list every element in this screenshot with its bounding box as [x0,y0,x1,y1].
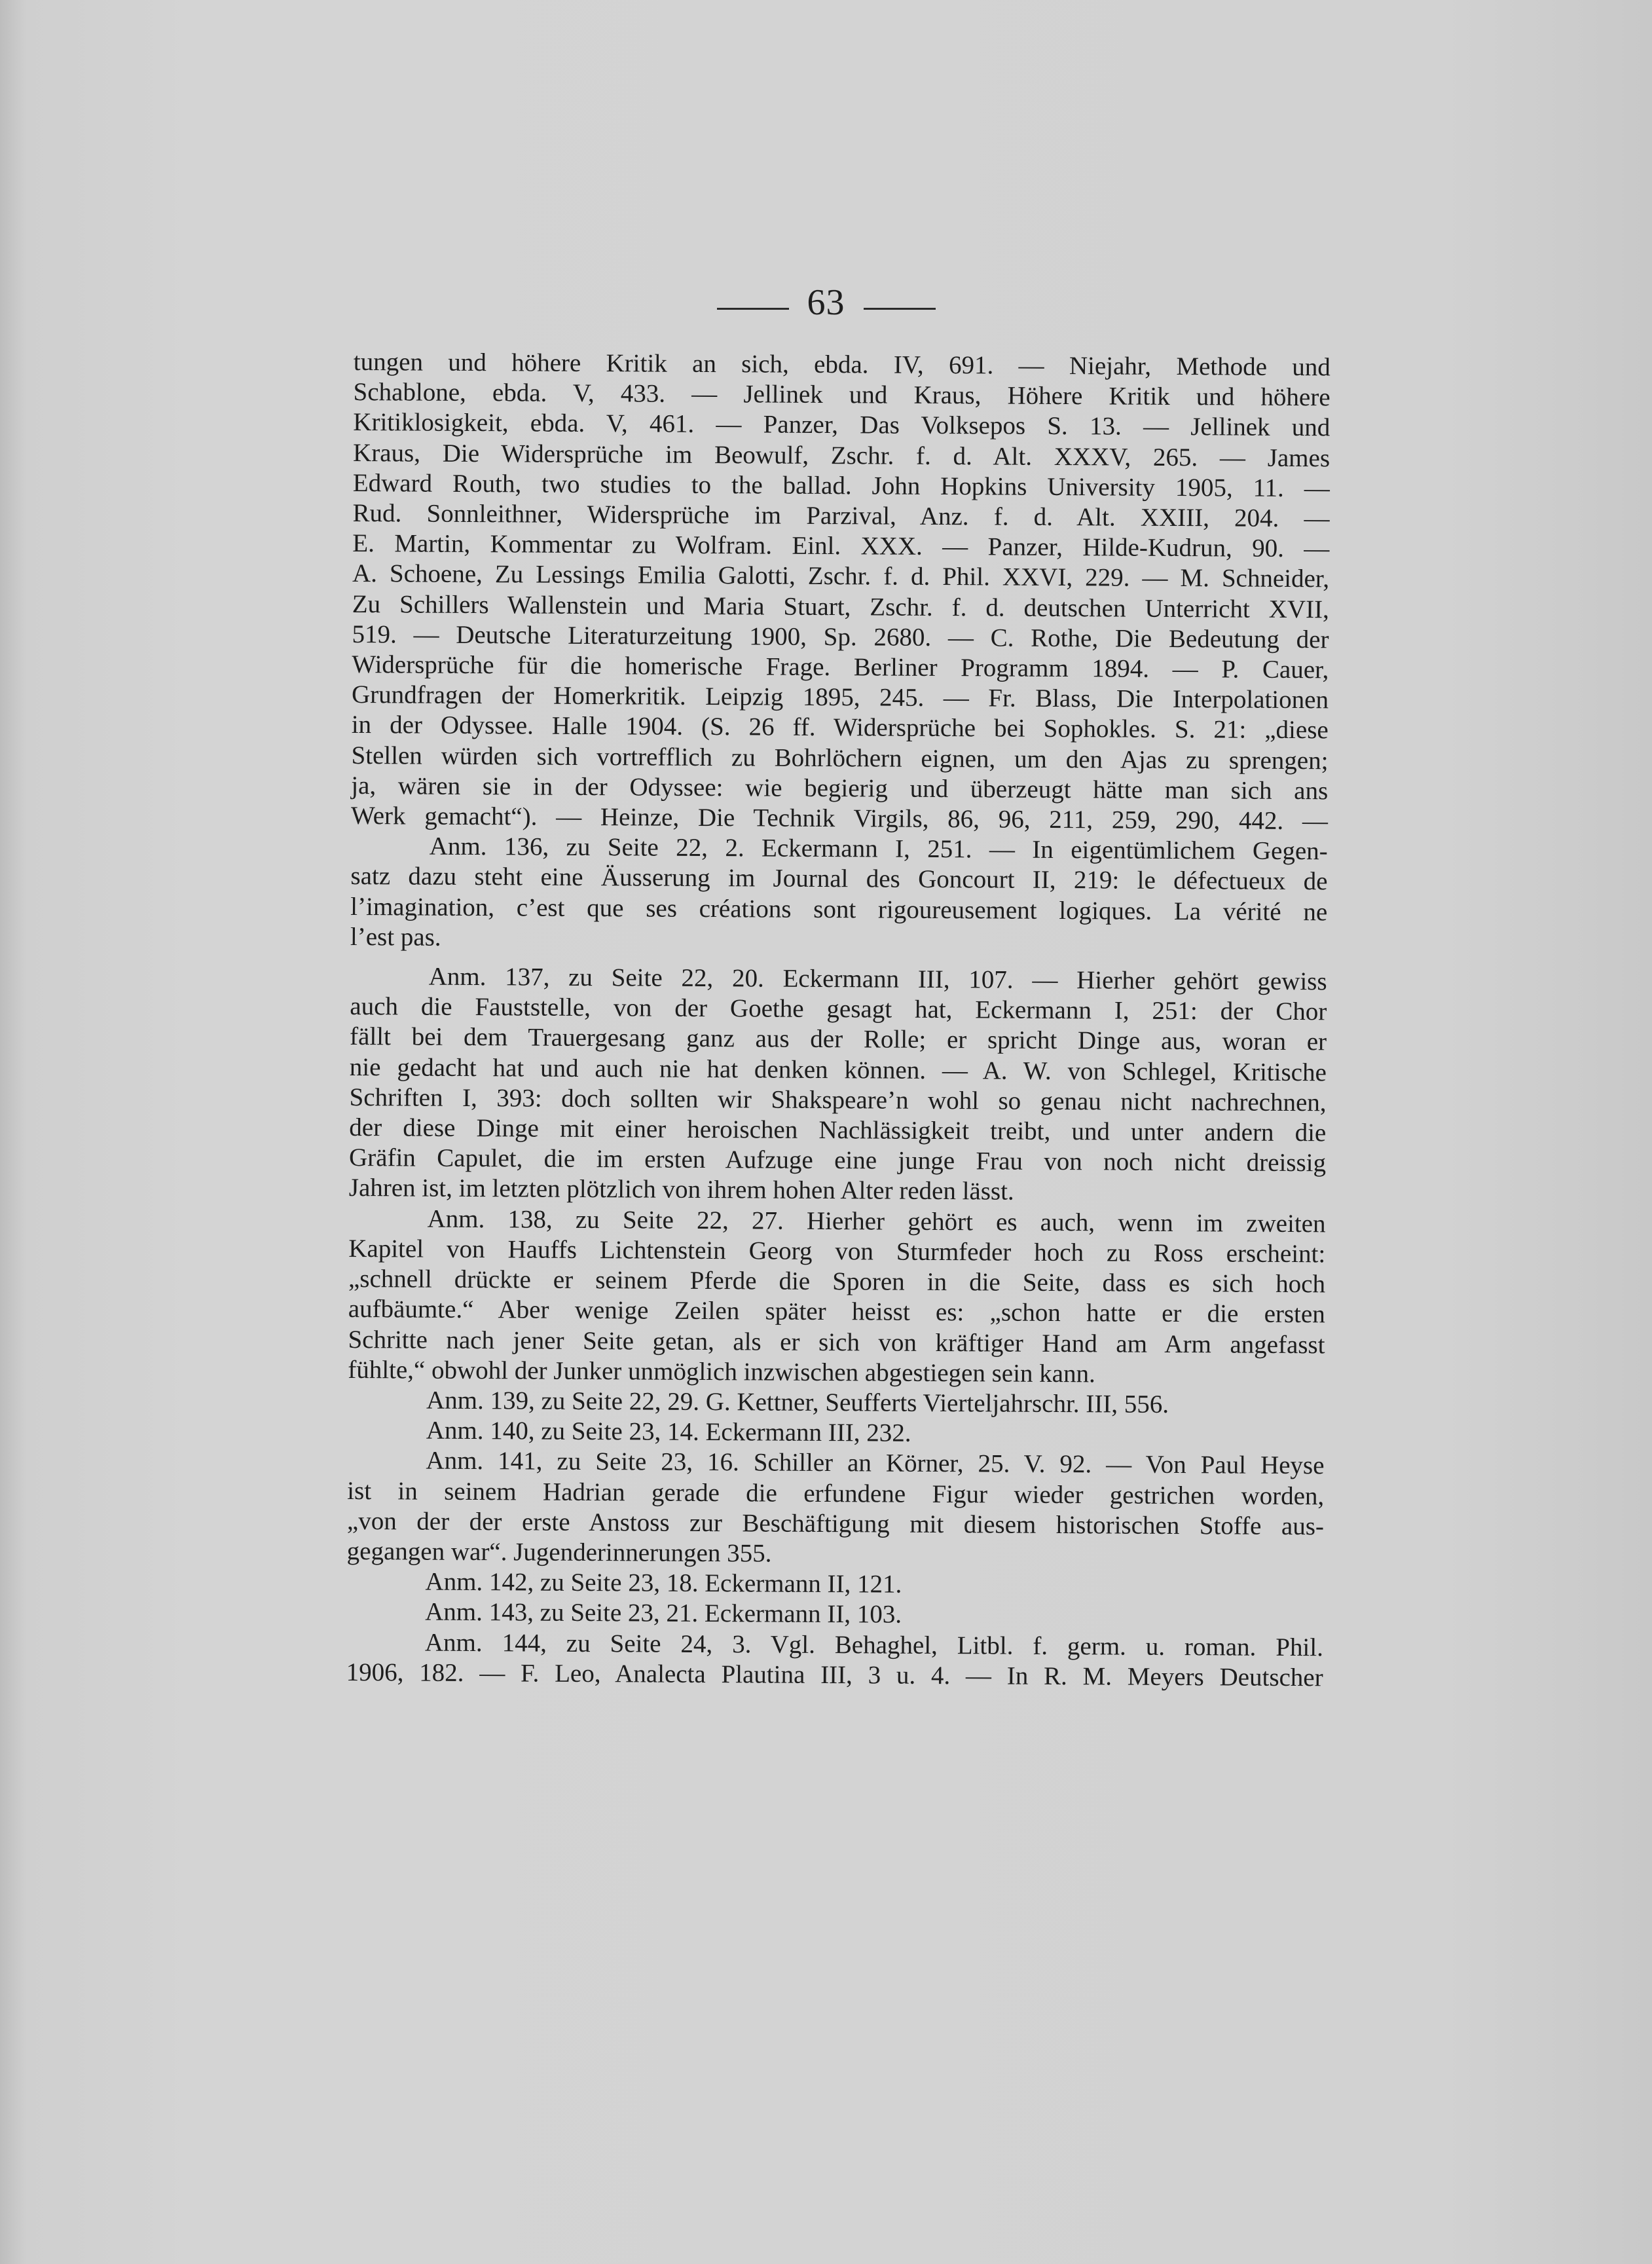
text-line: fühlte,“ obwohl der Junker unmöglich inzwischen abgestiegen sein kann. [348,1355,1095,1388]
text-line: Kritiklosigkeit, ebda. V, 461. — Panzer, Das Volksepos S. 13. — Jellinek und [353,408,1331,442]
text-line: auch die Fauststelle, von der Goethe gesagt hat, Eckermann I, 251: der Chor [350,992,1327,1026]
page-header [0,282,1652,324]
text-line: Widersprüche für die homerische Frage. Berliner Programm 1894. — P. Cauer, [352,650,1329,684]
note-start-line: Anm. 139, zu Seite 22, 29. G. Kettner, Seufferts Vierteljahrschr. III, 556. [426,1386,1169,1419]
text-line: Kapitel von Hauffs Lichtenstein Georg von Sturmfeder hoch zu Ross erscheint: [348,1234,1326,1269]
text-line: l’est pas. [350,922,441,952]
text-line: Werk gemacht“). — Heinze, Die Technik Virgils, 86, 96, 211, 259, 290, 442. — [350,802,1329,836]
text-line: ja, wären sie in der Odyssee: wie begierig und überzeugt hätte man sich ans [351,771,1329,806]
text-line: Gräfin Capulet, die im ersten Aufzuge eine junge Frau von noch nicht dreissig [348,1143,1327,1178]
text-line: tungen und höhere Kritik an sich, ebda. IV, 691. — Niejahr, Methode und [353,348,1331,382]
text-line: Edward Routh, two studies to the ballad. John Hopkins University 1905, 11. — [352,468,1330,503]
text-line: „von der der erste Anstoss zur Beschäftigung mit diesem historischen Stoffe aus- [346,1506,1325,1541]
text-line: in der Odyssee. Halle 1904. (S. 26 ff. Widersprüche bei Sophokles. S. 21: „diese [351,711,1329,745]
text-line: fällt bei dem Trauergesang ganz aus der Rolle; er spricht Dinge aus, woran er [349,1022,1327,1056]
note-start-line: Anm. 138, zu Seite 22, 27. Hierher gehört es auch, wenn im zweiten [427,1204,1326,1238]
notes-text-block [346,347,1331,1693]
note-start-line: Anm. 142, zu Seite 23, 18. Eckermann II, 121. [425,1567,902,1599]
note-start-line: Anm. 136, zu Seite 22, 2. Eckermann I, 251. — In eigentümlichem Gegen- [429,832,1328,866]
note-start-line: Anm. 137, zu Seite 22, 20. Eckermann III, 107. — Hierher gehört gewiss [428,962,1327,996]
left-rule [717,308,789,310]
text-line: ist in seinem Hadrian gerade die erfundene Figur wieder gestrichen worden, [347,1476,1325,1510]
text-line: A. Schoene, Zu Lessings Emilia Galotti, Zschr. f. d. Phil. XXVI, 229. — M. Schneider, [352,559,1330,593]
text-line: E. Martin, Kommentar zu Wolfram. Einl. XXX. — Panzer, Hilde-Kudrun, 90. — [352,529,1330,563]
note-start-line: Anm. 140, zu Seite 23, 14. Eckermann III, 232. [426,1416,911,1447]
text-line: nie gedacht hat und auch nie hat denken können. — A. W. von Schlegel, Kritische [349,1052,1327,1086]
text-line: Jahren ist, im letzten plötzlich von ihrem hohen Alter reden lässt. [348,1174,1014,1206]
text-line: 1906, 182. — F. Leo, Analecta Plautina III, 3 u. 4. — In R. M. Meyers Deutscher [346,1658,1323,1692]
text-line: Stellen würden sich vortrefflich zu Bohrlöchern eignen, um den Ajas zu sprengen; [351,741,1329,775]
text-line: Rud. Sonnleithner, Widersprüche im Parzival, Anz. f. d. Alt. XXIII, 204. — [352,499,1330,533]
text-line: Schablone, ebda. V, 433. — Jellinek und Kraus, Höhere Kritik und höhere [353,378,1331,412]
text-line: Zu Schillers Wallenstein und Maria Stuart, Zschr. f. d. deutschen Unterricht XVII, [352,589,1329,623]
text-line: der diese Dinge mit einer heroischen Nachlässigkeit treibt, und unter andern die [349,1113,1327,1147]
note-start-line: Anm. 144, zu Seite 24, 3. Vgl. Behaghel, Litbl. f. germ. u. roman. Phil. [424,1628,1324,1661]
note-start-line: Anm. 143, zu Seite 23, 21. Eckermann II, 103. [425,1597,902,1629]
text-line: gegangen war“. Jugenderinnerungen 355. [346,1536,772,1568]
note-start-line: Anm. 141, zu Seite 23, 16. Schiller an Körner, 25. V. 92. — Von Paul Heyse [426,1446,1325,1480]
text-line: 519. — Deutsche Literaturzeitung 1900, Sp. 2680. — C. Rothe, Die Bedeutung der [352,620,1329,654]
text-line: Grundfragen der Homerkritik. Leipzig 1895, 245. — Fr. Blass, Die Interpolationen [351,680,1329,714]
text-line: aufbäumte.“ Aber wenige Zeilen später heisst es: „schon hatte er die ersten [348,1295,1325,1329]
text-line: satz dazu steht eine Äusserung im Journal des Goncourt II, 219: le défectueux de [350,862,1328,896]
text-line: Schriften I, 393: doch sollten wir Shakspeare’n wohl so genau nicht nachrechnen, [349,1083,1327,1117]
text-line: „schnell drückte er seinem Pferde die Sporen in die Seite, dass es sich hoch [348,1265,1326,1299]
text-line: l’imagination, c’est que ses créations sont rigoureusement logiques. La vérité ne [350,892,1328,926]
page-number: 63 [807,282,845,323]
text-line: Kraus, Die Widersprüche im Beowulf, Zschr. f. d. Alt. XXXV, 265. — James [352,438,1331,472]
text-line: Schritte nach jener Seite getan, als er sich von kräftiger Hand am Arm angefasst [348,1325,1325,1359]
right-rule [864,308,936,310]
